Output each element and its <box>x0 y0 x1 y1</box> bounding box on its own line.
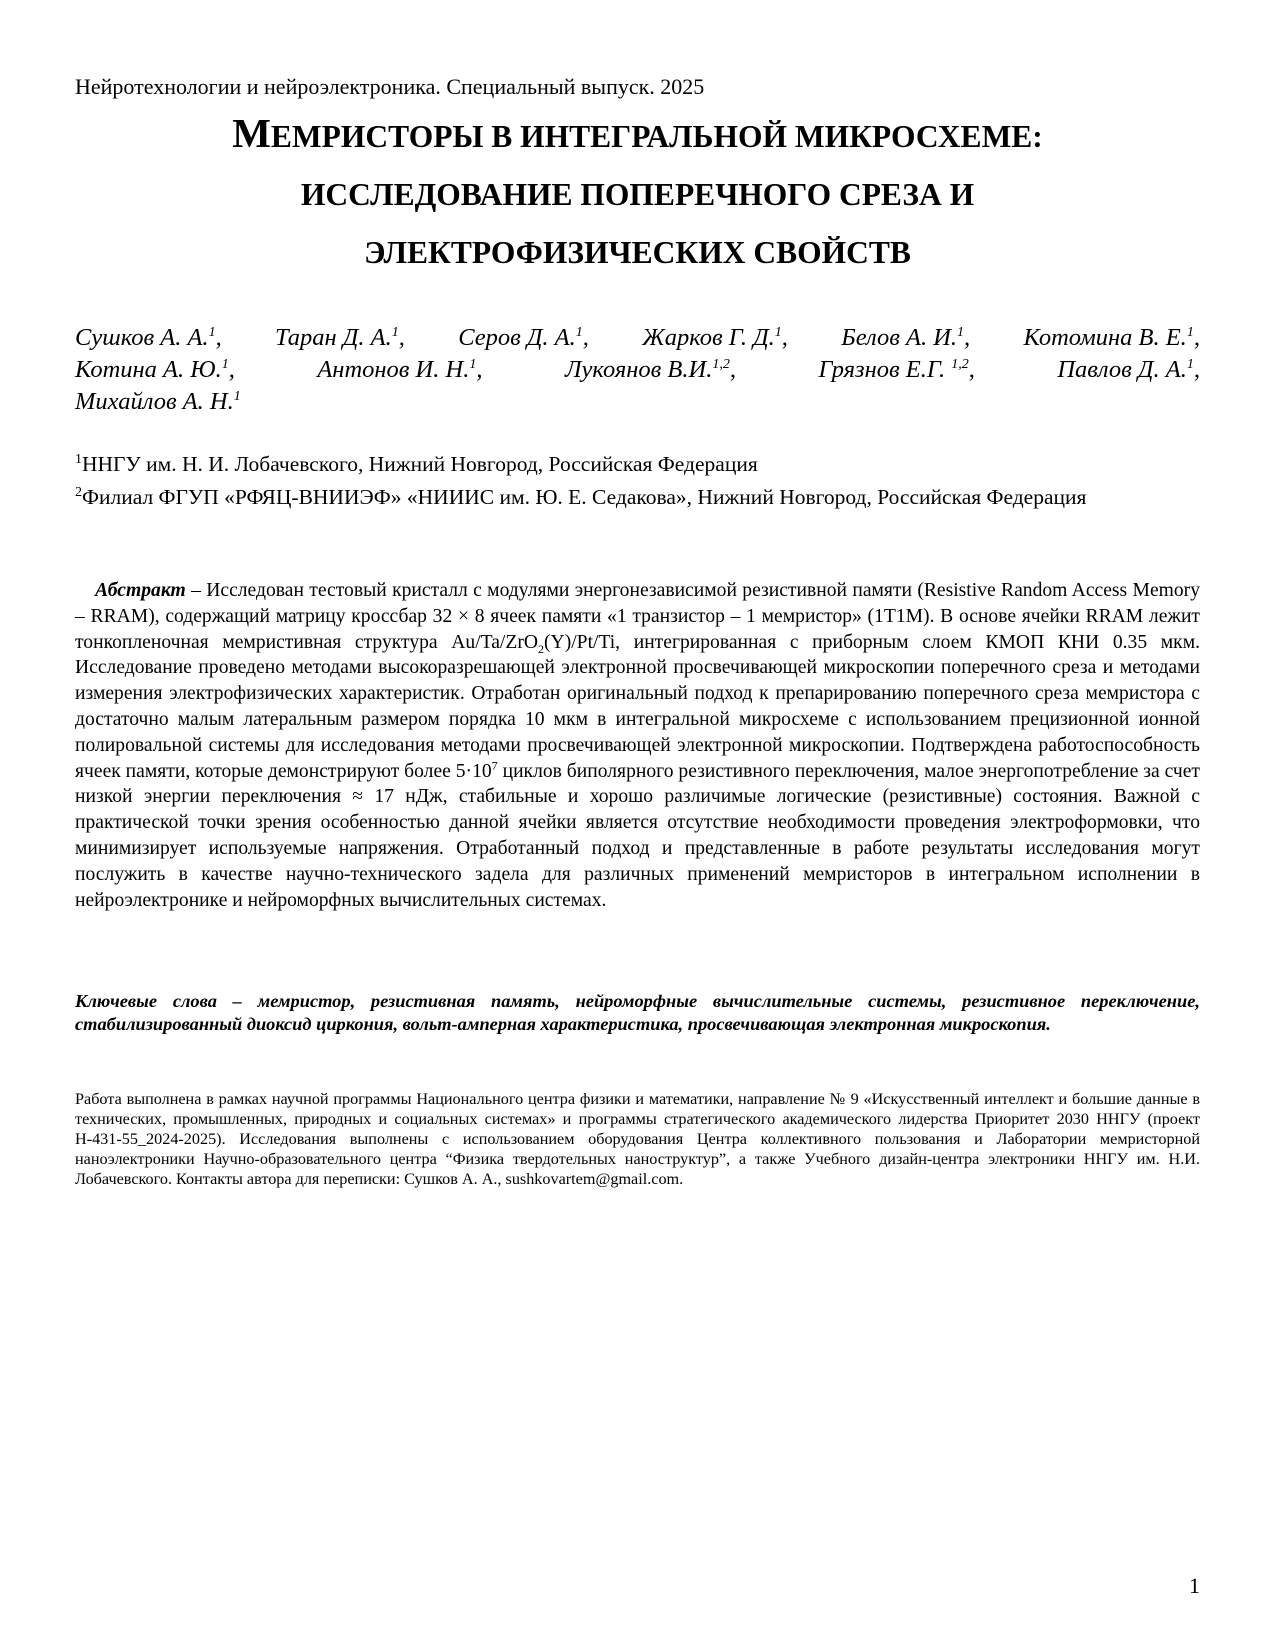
affiliation-1: $^1$ННГУ им. Н. И. Лобачевского, Нижний Новгород, Российская Федерация <box>75 451 758 476</box>
title-initial-letter: М <box>232 110 271 156</box>
author: Серов Д. А.$^1$, <box>458 324 589 351</box>
author: Сушков А. А.$^1$, <box>75 324 222 351</box>
page-number: 1 <box>1189 1573 1200 1598</box>
keywords: Ключевые слова – мемристор, резистивная память, нейроморфные вычислительные системы, резистивное переключение, стабилизированный диоксид циркония, вольт-амперная характеристика, просвечивающая электронная микроскопия. <box>75 991 1200 1034</box>
affiliation-2: $^2$Филиал ФГУП «РФЯЦ-ВНИИЭФ» «НИИИС им. Ю. Е. Седакова», Нижний Новгород, Российская Федерация <box>75 484 1087 509</box>
author: Михайлов А. Н.$^1$ <box>75 388 241 415</box>
abstract-label: Абстракт <box>95 580 186 601</box>
author: Лукоянов В.И.$^{1,2}$, <box>564 356 736 383</box>
title-line-3: ЭЛЕКТРОФИЗИЧЕСКИХ СВОЙСТВ <box>364 235 911 270</box>
author: Антонов И. Н.$^1$, <box>317 356 483 383</box>
author-line-2 <box>75 354 1200 386</box>
journal-header: Нейротехнологии и нейроэлектроника. Специальный выпуск. 2025 <box>75 74 705 99</box>
title-line-2: ИССЛЕДОВАНИЕ ПОПЕРЕЧНОГО СРЕЗА И <box>300 177 975 212</box>
title-line-1-rest: ЕМРИСТОРЫ В ИНТЕГРАЛЬНОЙ МИКРОСХЕМЕ: <box>270 119 1043 154</box>
paper-page <box>75 0 1200 1650</box>
author: Грязнов Е.Г. $^{1,2}$, <box>818 356 975 383</box>
title-line-1 <box>75 104 1200 166</box>
author: Павлов Д. А.$^1$, <box>1057 356 1200 383</box>
paper-title <box>75 104 1200 282</box>
author: Белов А. И.$^1$, <box>841 324 971 351</box>
author-line-1 <box>75 322 1200 354</box>
author-list <box>75 322 1200 418</box>
author: Жарков Г. Д.$^1$, <box>642 324 788 351</box>
author: Котомина В. Е.$^1$, <box>1023 324 1200 351</box>
abstract: Абстракт – Исследован тестовый кристалл с модулями энергонезависимой резистивной памяти (Resistive Random Access Memory – RRAM), содержащий матрицу кроссбар 32 × 8 ячеек памяти «1 транзистор – 1 мемристор» (1T1M). В основе ячейки RRAM лежит тонкопленочная мемристивная структура Au/Ta/ZrO$_2$(Y)/Pt/Ti, интегрированная с приборным слоем КМОП КНИ 0.35 мкм. Исследование проведено методами высокоразрешающей электронной просвечивающей микроскопии поперечного среза и методами измерения электрофизических характеристик. Отработан оригинальный подход к препарированию поперечного среза мемристора с достаточно малым латеральным размером порядка 10 мкм в интегральной микросхеме с использованием прецизионной ионной полировальной системы для исследования методами просвечивающей электронной микроскопии. Подтверждена работоспособность ячеек памяти, которые демонстрируют более $5\cdot 10^7$ циклов биполярного резистивного переключения, малое энергопотребление за счет низкой энергии переключения ≈ 17 нДж, стабильные и хорошо различимые логические (резистивные) состояния. Важной с практической точки зрения особенностью данной ячейки является отсутствие необходимости проведения электроформовки, что минимизирует используемые напряжения. Отработанный подход и представленные в работе результаты исследования могут послужить в качестве научно-технического задела для различных применений мемристоров в интегральном исполнении в нейроэлектронике и нейроморфных вычислительных системах. <box>75 580 1200 911</box>
funding-footnote: Работа выполнена в рамках научной программы Национального центра физики и математики, направление № 9 «Искусственный интеллект и большие данные в технических, промышленных, природных и социальных системах» и программы стратегического академического лидерства Приоритет 2030 ННГУ (проект Н-431-55_2024-2025). Исследования выполнены с использованием оборудования Центра коллективного пользования и Лаборатории мемристорной наноэлектроники Научно-образовательного центра “Физика твердотельных наноструктур”, а также Учебного дизайн-центра электроники ННГУ им. Н.И. Лобачевского. Контакты автора для переписки: Сушков А. А., sushkovartem@gmail.com. <box>75 1090 1200 1188</box>
author: Таран Д. А.$^1$, <box>275 324 405 351</box>
author: Котина А. Ю.$^1$, <box>75 356 235 383</box>
author-line-3 <box>75 386 1200 418</box>
